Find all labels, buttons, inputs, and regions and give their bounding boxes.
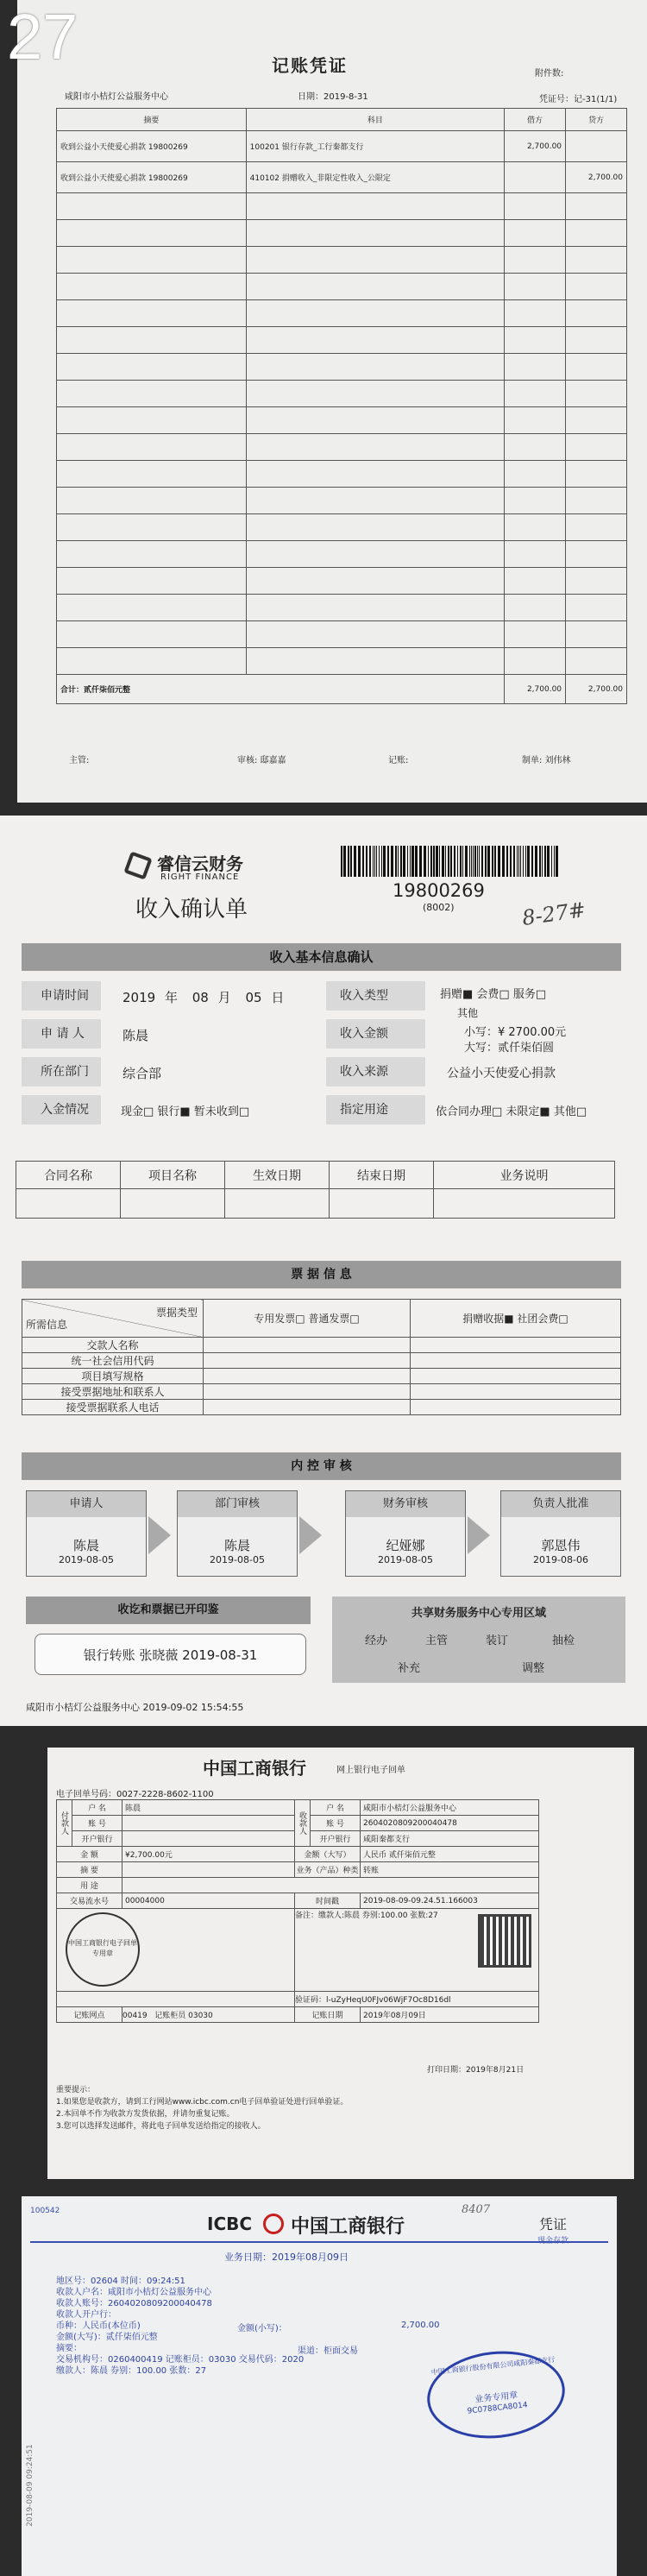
barcode-bar [556, 846, 558, 877]
empty-row [57, 621, 627, 648]
barcode-bar [473, 846, 474, 877]
barcode-number: 19800269 [393, 880, 485, 901]
empty-row [57, 193, 627, 220]
empty-row [57, 648, 627, 675]
notes: 重要提示： 1.如果您是收款方，请到工行网站www.icbc.com.cn电子回单验证处进行回单验证。 2.本回单不作为收款方发货依据，并请勿重复记账。 3.您可以选择发送邮件，将此电子回单发送给指定的接收人。 [56, 2086, 349, 2131]
table-row: 收到公益小天使爱心捐款 19800269 100201 银行存款_工行秦都支行 2,700.00 [57, 131, 627, 162]
footer-director: 主管: [69, 756, 90, 765]
payment-banner: 收讫和票据已开印鉴 [26, 1597, 311, 1624]
amount-small: 小写：¥ 2700.00元 [464, 1026, 567, 1039]
side-text: 2019-08-09 09:24:51 [25, 2444, 35, 2527]
business-date: 业务日期：2019年08月09日 [224, 2252, 349, 2263]
audit-arrow-1 [148, 1516, 171, 1554]
label-apply-time: 申请时间 [22, 981, 101, 1011]
empty-row [57, 568, 627, 595]
accounting-voucher-page [7, 0, 647, 803]
barcode-bar [525, 846, 526, 877]
logo-cn: 睿信云财务 [157, 853, 243, 874]
deposit-voucher-page [22, 2196, 617, 2576]
barcode-bar [457, 846, 458, 877]
income-type-other: 其他 [457, 1007, 479, 1019]
voucher-bank-name: 中国工商银行 [291, 2216, 405, 2238]
channel: 渠道：柜面交易 [298, 2346, 358, 2356]
applicant-value: 陈晨 [122, 1028, 149, 1043]
barcode-bar [362, 846, 364, 877]
audit-arrow-2 [299, 1516, 322, 1554]
barcode-bar [518, 846, 519, 877]
audit-banner: 内 控 审 核 [22, 1452, 621, 1480]
label-amount: 收入金额 [326, 1019, 425, 1049]
brand-text: ICBC [207, 2214, 253, 2234]
barcode-bar [498, 846, 500, 877]
voucher-number: 凭证号：记-31(1/1) [539, 95, 618, 104]
barcode-bar [460, 846, 462, 877]
barcode-bar [411, 846, 414, 877]
logo-en: RIGHT FINANCE [160, 872, 240, 882]
barcode-bar [442, 846, 444, 877]
voucher-title: 记账凭证 [272, 55, 348, 76]
footer-bookkeeper: 记账: [388, 756, 409, 765]
page-number: 27 [7, 1, 79, 72]
bank-receipt-table: 付款人 户 名 陈晨 收款人 户 名 咸阳市小桔灯公益服务中心 账 号 账 号 2604020809200040478 开户银行 开户银行 咸阳秦都支行 金 额 ¥2,700.00元 金额（大写） 人民币 贰仟柒佰元整 摘 要 业务（产品）种类 转账 用 途 交易流水号 00004000 时间戳 2019-08-09-09.24.51.166003 中国工商银行电子回单专用章 备注：缴款人:陈晨 券别:100.00 张数:27 验证码：l-uZyHeqU0FJv06WjF7Oc8D16dl 记账网点 00419 记账柜员 03030 记账日期 2019年08月09日 [56, 1799, 539, 2023]
doc-number: 100542 [30, 2207, 60, 2215]
empty-row [57, 407, 627, 434]
barcode-bar [510, 846, 512, 877]
receipt-title: 收入确认单 [135, 897, 248, 923]
col-account: 科目 [246, 109, 504, 131]
header-rule [30, 2241, 608, 2243]
apply-date: 2019 年 08 月 05 日 [122, 990, 285, 1005]
audit-arrow-3 [468, 1516, 490, 1554]
audit-step-approver: 负责人批准 郭恩伟 2019-08-06 [500, 1490, 621, 1577]
barcode-bar [465, 846, 468, 877]
amount-big: 大写：贰仟柒佰圆 [464, 1042, 555, 1055]
barcode-bar [428, 846, 429, 877]
barcode-bar [410, 846, 411, 877]
basic-info-banner: 收入基本信息确认 [22, 943, 621, 971]
receipt-number: 电子回单号码：0027-2228-8602-1100 [56, 1790, 214, 1799]
empty-row [57, 274, 627, 300]
voucher-title: 凭证 [539, 2216, 568, 2233]
barcode-bar [376, 846, 377, 877]
barcode-bar [481, 846, 483, 877]
barcode-bar [398, 846, 399, 877]
ticket-table: 票据类型 所需信息 专用发票□ 普通发票□ 捐赠收据■ 社团会费□ 交款人名称 统一社会信用代码 项目填写规格 接受票据地址和联系人 接受票据联系人电话 [22, 1299, 621, 1415]
barcode-bar [366, 846, 367, 877]
deposit-lines: 地区号：02604 时间：09:24:51 收款人户名：咸阳市小桔灯公益服务中心 收款人账号：2604020809200040478 收款人开户行： 币种：人民币(本位币) 金额(大写)：贰仟柒佰元整 摘要： 交易机构号：0260400419 记账柜员：03030 交易代码：2020 缴款人：陈晨 券别：100.00 张数：27 [56, 2277, 305, 2376]
barcode-bar [462, 846, 463, 877]
barcode-bar [471, 846, 472, 877]
empty-row [57, 595, 627, 621]
barcode-bar [551, 846, 552, 877]
empty-row [57, 354, 627, 381]
bank-name: 中国工商银行 [203, 1758, 306, 1779]
empty-row [57, 461, 627, 488]
barcode-bar [391, 846, 393, 877]
footer-maker: 制单: 刘伟林 [522, 756, 571, 765]
amount-small-label: 金额(小写)： [237, 2324, 287, 2334]
dept-value: 综合部 [122, 1066, 162, 1081]
ticket-col-invoice: 专用发票□ 普通发票□ [204, 1300, 411, 1338]
barcode-bar [373, 846, 374, 877]
barcode-bar [544, 846, 546, 877]
logo-icon [123, 851, 152, 879]
table-row: 收到公益小天使爱心捐款 19800269 410102 捐赠收入_非限定性收入_公限定 2,700.00 [57, 162, 627, 193]
col-debit: 借方 [505, 109, 566, 131]
barcode-bar [527, 846, 530, 877]
empty-row [57, 327, 627, 354]
barcode-bar [479, 846, 480, 877]
barcode-bar [424, 846, 426, 877]
barcode-bar [436, 846, 438, 877]
income-confirmation-page [0, 816, 647, 1726]
barcode-bar [469, 846, 470, 877]
handwritten-note: 8-27# [520, 897, 587, 931]
voucher-org: 咸阳市小桔灯公益服务中心 [65, 92, 168, 102]
receipt-footer: 咸阳市小桔灯公益服务中心 2019-09-02 15:54:55 [26, 1702, 244, 1713]
barcode-bar [354, 846, 356, 877]
label-source: 收入来源 [326, 1057, 425, 1086]
barcode-bar [506, 846, 508, 877]
barcode-bar [343, 846, 346, 877]
barcode-bar [350, 846, 352, 877]
barcode-bar [450, 846, 452, 877]
label-applicant: 申 请 人 [22, 1019, 101, 1049]
footer-auditor: 审核: 邸嘉嘉 [237, 756, 286, 765]
col-credit: 贷方 [566, 109, 627, 131]
contract-table: 合同名称 项目名称 生效日期 结束日期 业务说明 [16, 1161, 615, 1219]
audit-step-dept: 部门审核 陈晨 2019-08-05 [177, 1490, 298, 1577]
voucher-date: 日期：2019-8-31 [298, 92, 368, 102]
barcode-bar [348, 846, 349, 877]
audit-step-finance: 财务审核 纪娅娜 2019-08-05 [345, 1490, 466, 1577]
barcode-bar [474, 846, 476, 877]
barcode-bar [535, 846, 537, 877]
empty-row [57, 220, 627, 247]
barcode-bar [547, 846, 550, 877]
empty-row [57, 247, 627, 274]
barcode-bar [492, 846, 493, 877]
print-time: 打印日期：2019年8月21日 [427, 2066, 525, 2075]
barcode-bar [430, 846, 432, 877]
barcode-bar [439, 846, 440, 877]
col-summary: 摘要 [57, 109, 247, 131]
barcode-sub: (8002) [423, 902, 455, 913]
voucher-handwritten: 8407 [462, 2203, 491, 2216]
shared-area: 共享财务服务中心专用区域 经办 主管 装订 抽检 补充 调整 [332, 1597, 625, 1683]
label-dept: 所在部门 [22, 1057, 101, 1086]
barcode-bar [407, 846, 408, 877]
barcode-bar [487, 846, 490, 877]
income-type-options: 捐赠■ 会费□ 服务□ [440, 988, 547, 1001]
bank-subtitle: 网上银行电子回单 [336, 1766, 405, 1775]
e-receipt-seal: 中国工商银行电子回单专用章 [66, 1912, 140, 1987]
empty-row [57, 488, 627, 514]
icbc-logo-icon [263, 2214, 284, 2234]
barcode-bar [383, 846, 386, 877]
label-purpose: 指定用途 [326, 1095, 425, 1124]
barcode-bar [395, 846, 397, 877]
barcode [341, 846, 561, 880]
barcode-bar [477, 846, 478, 877]
ticket-col-receipt: 捐赠收据■ 社团会费□ [411, 1300, 621, 1338]
barcode-bar [387, 846, 389, 877]
barcode-bar [433, 846, 435, 877]
amount-small-value: 2,700.00 [401, 2321, 440, 2330]
barcode-bar [445, 846, 446, 877]
barcode-bar [517, 846, 518, 877]
source-value: 公益小天使爱心捐款 [447, 1067, 556, 1080]
barcode-bar [403, 846, 405, 877]
audit-step-applicant: 申请人 陈晨 2019-08-05 [26, 1490, 147, 1577]
payment-box: 银行转账 张晓薇 2019-08-31 [35, 1634, 306, 1675]
empty-row [57, 300, 627, 327]
ticket-banner: 票 据 信 息 [22, 1261, 621, 1288]
empty-row [57, 381, 627, 407]
barcode-bar [419, 846, 422, 877]
barcode-bar [358, 846, 361, 877]
barcode-bar [485, 846, 487, 877]
empty-row [57, 541, 627, 568]
voucher-subtitle [537, 2234, 568, 2245]
voucher-table [56, 108, 627, 704]
barcode-bar [554, 846, 555, 877]
attachments-label: 附件数: [535, 69, 564, 79]
barcode-bar [523, 846, 524, 877]
total-row: 合计：贰仟柒佰元整 2,700.00 2,700.00 [57, 675, 627, 704]
barcode-bar [379, 846, 380, 877]
label-income-type: 收入类型 [326, 981, 425, 1011]
barcode-bar [542, 846, 543, 877]
bank-e-receipt-page [47, 1748, 634, 2179]
barcode-bar [448, 846, 449, 877]
barcode-bar [369, 846, 371, 877]
barcode-bar [374, 846, 375, 877]
bank-stamp: 中国工商银行股份有限公司咸阳秦都支行 业务专用章 9C0788CA8014 [423, 2345, 569, 2445]
barcode-bar [454, 846, 455, 877]
barcode-bar [381, 846, 382, 877]
barcode-bar [415, 846, 418, 877]
empty-row [57, 434, 627, 461]
barcode-bar [539, 846, 541, 877]
barcode-bar [520, 846, 521, 877]
label-deposit: 入金情况 [22, 1095, 101, 1124]
barcode-bar [494, 846, 496, 877]
purpose-options: 依合同办理□ 未限定■ 其他□ [436, 1105, 587, 1118]
barcode-bar [341, 846, 342, 877]
deposit-options: 现金□ 银行■ 暂未收到□ [121, 1105, 250, 1118]
barcode-bar [531, 846, 533, 877]
barcode-bar [400, 846, 402, 877]
barcode-bar [502, 846, 505, 877]
empty-row [57, 514, 627, 541]
qr-code [478, 1914, 531, 1968]
barcode-bar [513, 846, 515, 877]
